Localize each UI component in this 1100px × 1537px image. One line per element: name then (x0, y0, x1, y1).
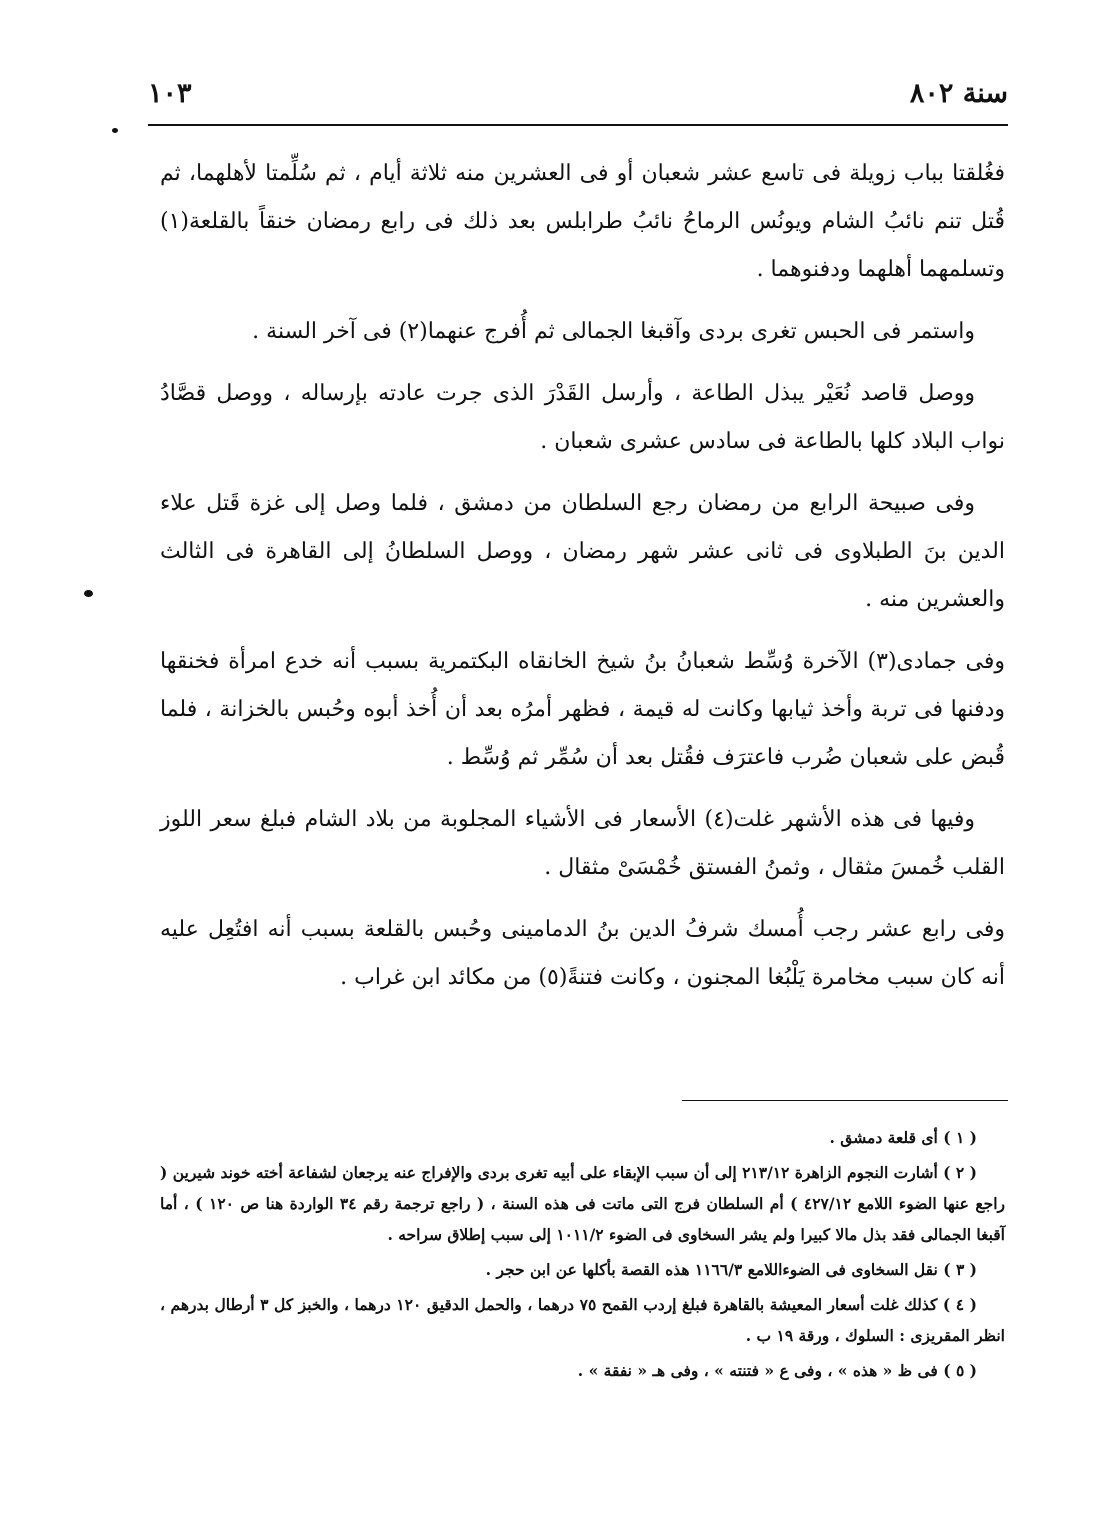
footnote: ( ٥ ) فى ظ « هذه » ، وفى ع « فتنته » ، وفى هـ « نفقة » . (577, 1361, 977, 1380)
paragraph: وفى صبيحة الرابع من رمضان رجع السلطان من دمشق ، فلما وصل إلى غزة قَتل علاء الدين بنَ الطبلاوى فى ثانى عشر شهر رمضان ، ووصل السلطانُ إلى القاهرة فى الثالث والعشرين منه . (160, 491, 1005, 612)
main-text (160, 150, 1005, 1016)
paragraph: فغُلقتا بباب زويلة فى تاسع عشر شعبان أو فى العشرين منه ثلاثة أيام ، ثم سُلِّمتا لأهلهما، ثم قُتل تنم نائبُ الشام ويونُس الرماحُ نائبُ طرابلس بعد ذلك فى رابع رمضان خنقاً بالقلعة(١) وتسلمهما أهلهما ودفنوهما . (160, 161, 1005, 282)
scan-speck (84, 590, 93, 597)
paragraph: وفى جمادى(٣) الآخرة وُسِّط شعبانُ بنُ شيخ الخانقاه البكتمرية بسبب أنه خدع امرأة فخنقها ودفنها فى تربة وأخذ ثيابها وكانت له قيمة ، فظهر أمرُه بعد أن أُخذ أبوه وحُبس بالخزانة ، فلما قُبض على شعبان ضُرب فاعترَف فقُتل بعد أن سُمِّر ثم وُسِّط . (160, 649, 1005, 770)
running-title: سنة ٨٠٢ (909, 78, 1008, 109)
header-rule (148, 124, 1008, 126)
paragraph: وفى رابع عشر رجب أُمسك شرفُ الدين بنُ الدمامينى وحُبس بالقلعة بسبب أنه افتُعِل عليه أنه كان سبب مخامرة يَلْبُغا المجنون ، وكانت فتنةً(٥) من مكائد ابن غراب . (160, 917, 1005, 990)
page-number: ١٠٣ (148, 78, 192, 109)
footnote: ( ١ ) أى قلعة دمشق . (829, 1128, 977, 1147)
footnote: ( ٢ ) أشارت النجوم الزاهرة ٢١٣/١٢ إلى أن سبب الإبقاء على أبيه تغرى بردى والإفراج عنه يرجعان لشفاعة أخته خوند شيرين ( راجع عنها الضوء اللامع ٤٢٧/١٢ ) أم السلطان فرج التى ماتت فى هذه السنة ، ( راجع ترجمة رقم ٣٤ الواردة هنا ص ١٢٠ ) ، أما آقبغا الجمالى فقد بذل مالا كبيرا ولم يشر السخاوى فى الضوء ١٠١١/٢ إلى سبب إطلاق سراحه . (160, 1163, 1005, 1244)
footnote: ( ٤ ) كذلك غلت أسعار المعيشة بالقاهرة فبلغ إردب القمح ٧٥ درهما ، والحمل الدقيق ١٢٠ درهما ، والخبز كل ٣ أرطال بدرهم ، انظر المقريزى : السلوك ، ورقة ١٩ ب . (160, 1295, 1005, 1345)
footnote-separator (682, 1100, 1008, 1101)
footnotes (160, 1122, 1005, 1390)
page-header (148, 78, 1008, 124)
scan-speck (112, 128, 118, 133)
paragraph: واستمر فى الحبس تغرى بردى وآقبغا الجمالى ثم أُفرج عنهما(٢) فى آخر السنة . (252, 319, 975, 344)
paragraph: وفيها فى هذه الأشهر غلت(٤) الأسعار فى الأشياء المجلوبة من بلاد الشام فبلغ سعر اللوز القلب خُمسَ مثقال ، وثمنُ الفستق خُمْسَىْ مثقال . (160, 807, 1005, 880)
footnote: ( ٣ ) نقل السخاوى فى الضوءاللامع ١١٦٦/٣ هذه القصة بأكلها عن ابن حجر . (485, 1260, 977, 1279)
paragraph: ووصل قاصد نُعَيْر يبذل الطاعة ، وأرسل القَدْرَ الذى جرت عادته بإرساله ، ووصل قصَّادُ نواب البلاد كلها بالطاعة فى سادس عشرى شعبان . (160, 381, 1005, 454)
